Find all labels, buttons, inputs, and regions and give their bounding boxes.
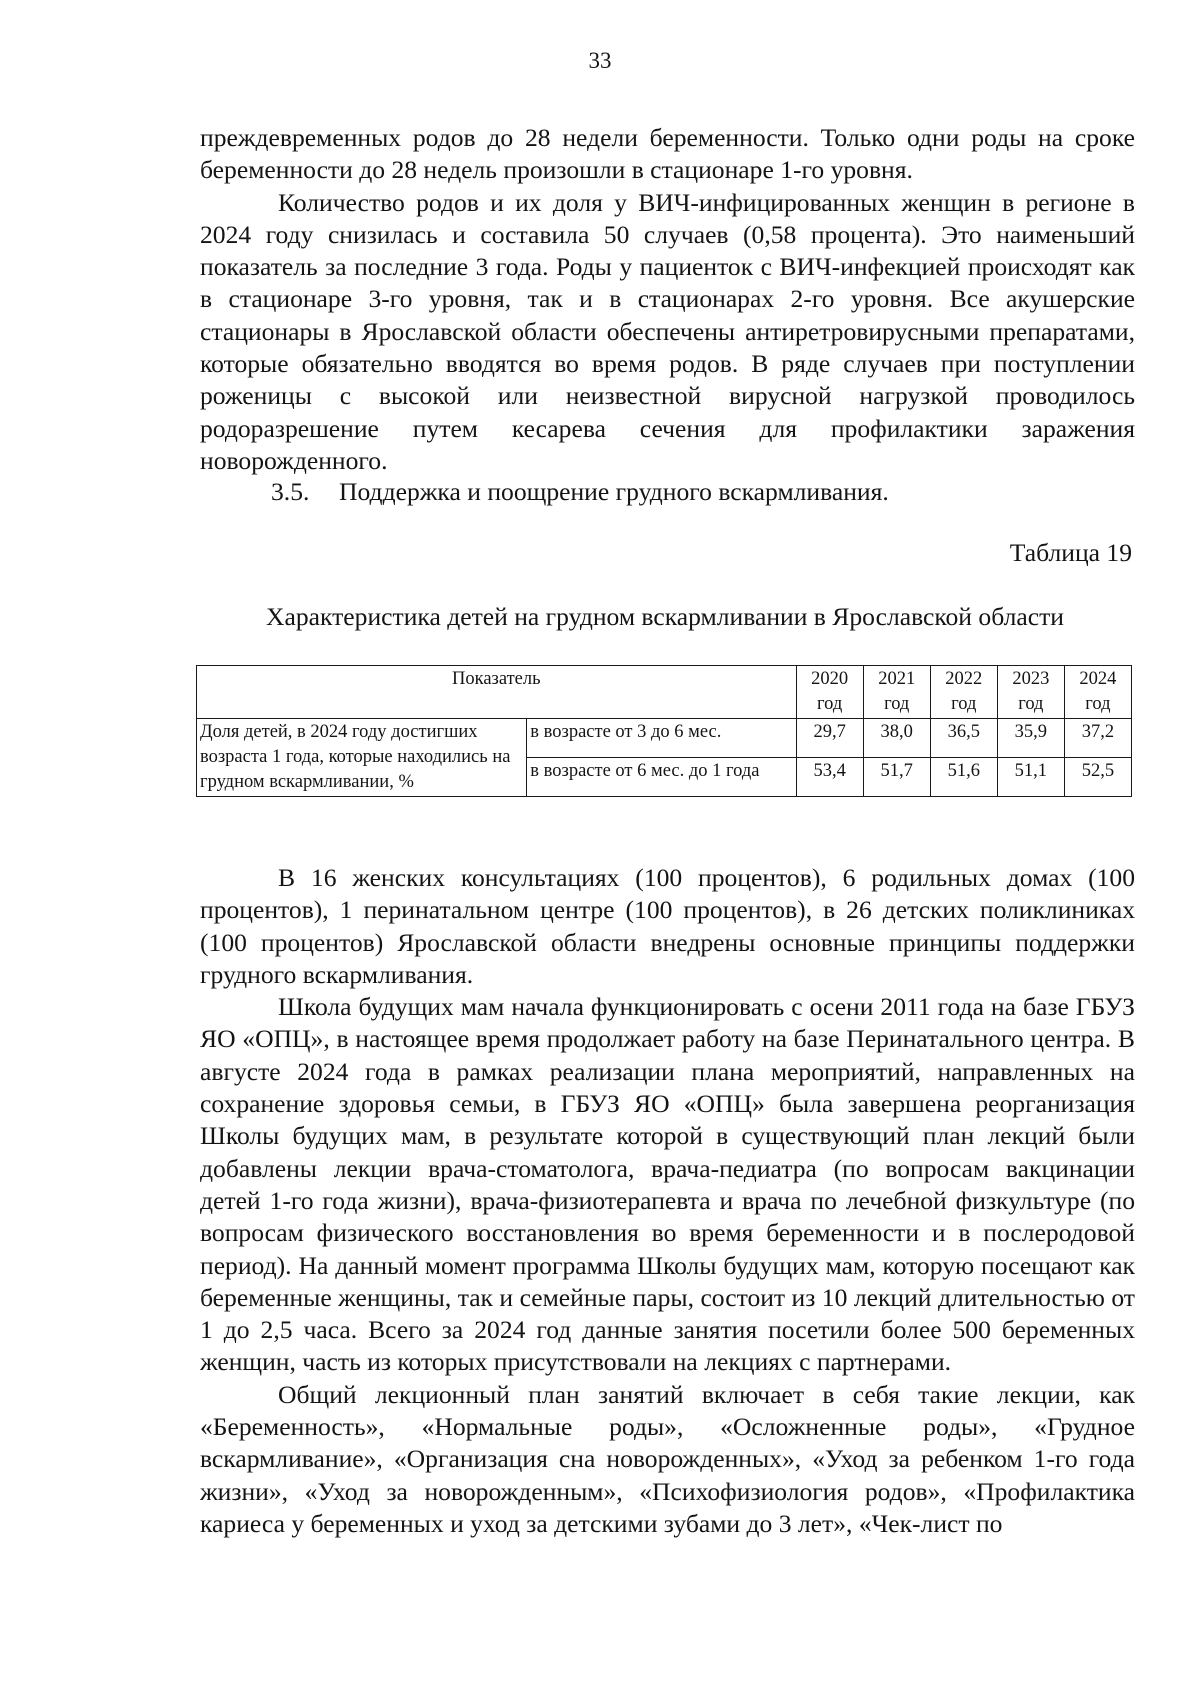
page-number: 33 bbox=[588, 48, 612, 73]
table-cell: 36,5 bbox=[930, 719, 997, 758]
table-cell: 29,7 bbox=[796, 719, 863, 758]
paragraph: Количество родов и их доля у ВИЧ-инфицированных женщин в регионе в 2024 году снизилась и составила 50 случаев (0,58 процента). Это наименьший показатель за последние 3 года. Роды у пациенток с ВИЧ-инфекцией происходят как в стационаре 3-го уровня, так и в стационарах 2-го уровня. Все акушерские стационары в Ярославской области обеспечены антиретровирусными препаратами, которые обязательно вводятся во время родов. В ряде случаев при поступлении роженицы с высокой или неизвестной вирусной нагрузкой проводилось родоразрешение путем кесарева сечения для профилактики заражения новорожденного. bbox=[200, 187, 1135, 475]
table-cell: 52,5 bbox=[1064, 758, 1131, 797]
body-text-top bbox=[200, 122, 1135, 477]
header-year: 2020 год bbox=[796, 666, 863, 719]
table-cell: 38,0 bbox=[863, 719, 930, 758]
section-title: Поддержка и поощрение грудного вскармливания. bbox=[339, 477, 889, 506]
table-title: Характеристика детей на грудном вскармливании в Ярославской области bbox=[266, 602, 1064, 631]
table-header-row bbox=[197, 666, 1132, 719]
table-cell: 51,1 bbox=[997, 758, 1064, 797]
paragraph: Общий лекционный план занятий включает в себя такие лекции, как «Беременность», «Нормальные роды», «Осложненные роды», «Грудное вскармливание», «Организация сна новорожденных», «Уход за ребенком 1-го года жизни», «Уход за новорожденным», «Психофизиология родов», «Профилактика кариеса у беременных и уход за детскими зубами до 3 лет», «Чек-лист по bbox=[200, 1379, 1135, 1538]
header-year: 2023 год bbox=[997, 666, 1064, 719]
paragraph: Школа будущих мам начала функционировать с осени 2011 года на базе ГБУЗ ЯО «ОПЦ», в настоящее время продолжает работу на базе Перинатального центра. В августе 2024 года в рамках реализации плана мероприятий, направленных на сохранение здоровья семьи, в ГБУЗ ЯО «ОПЦ» была завершена реорганизация Школы будущих мам, в результате которой в существующий план лекций были добавлены лекции врача-стоматолога, врача-педиатра (по вопросам вакцинации детей 1-го года жизни), врача-физиотерапевта и врача по лечебной физкультуре (по вопросам физического восстановления во время беременности и в послеродовой период). На данный момент программа Школы будущих мам, которую посещают как беременные женщины, так и семейные пары, состоит из 10 лекций длительностью от 1 до 2,5 часа. Всего за 2024 год данные занятия посетили более 500 беременных женщин, часть из которых присутствовали на лекциях с партнерами. bbox=[200, 992, 1135, 1377]
section-number: 3.5. bbox=[271, 477, 310, 506]
breastfeeding-table bbox=[196, 665, 1132, 797]
table-row bbox=[197, 719, 1132, 758]
body-text-bottom bbox=[200, 862, 1135, 1540]
header-year: 2022 год bbox=[930, 666, 997, 719]
header-year: 2021 год bbox=[863, 666, 930, 719]
table-cell: 53,4 bbox=[796, 758, 863, 797]
table-cell: 51,7 bbox=[863, 758, 930, 797]
table-cell: 35,9 bbox=[997, 719, 1064, 758]
header-year: 2024 год bbox=[1064, 666, 1131, 719]
table-cell: 51,6 bbox=[930, 758, 997, 797]
row-sub-label: в возрасте от 6 мес. до 1 года bbox=[527, 758, 796, 797]
section-heading bbox=[271, 476, 889, 508]
table-caption: Таблица 19 bbox=[1009, 538, 1132, 567]
row-group-label: Доля детей, в 2024 году достигших возраста 1 года, которые находились на грудном вскармливании, % bbox=[197, 719, 527, 797]
table-cell: 37,2 bbox=[1064, 719, 1131, 758]
header-indicator: Показатель bbox=[197, 666, 797, 719]
paragraph: преждевременных родов до 28 недели беременности. Только одни роды на сроке беременности до 28 недель произошли в стационаре 1-го уровня. bbox=[200, 123, 1135, 185]
row-sub-label: в возрасте от 3 до 6 мес. bbox=[527, 719, 796, 758]
paragraph: В 16 женских консультациях (100 процентов), 6 родильных домах (100 процентов), 1 перинатальном центре (100 процентов), в 26 детских поликлиниках (100 процентов) Ярославской области внедрены основные принципы поддержки грудного вскармливания. bbox=[200, 863, 1135, 989]
